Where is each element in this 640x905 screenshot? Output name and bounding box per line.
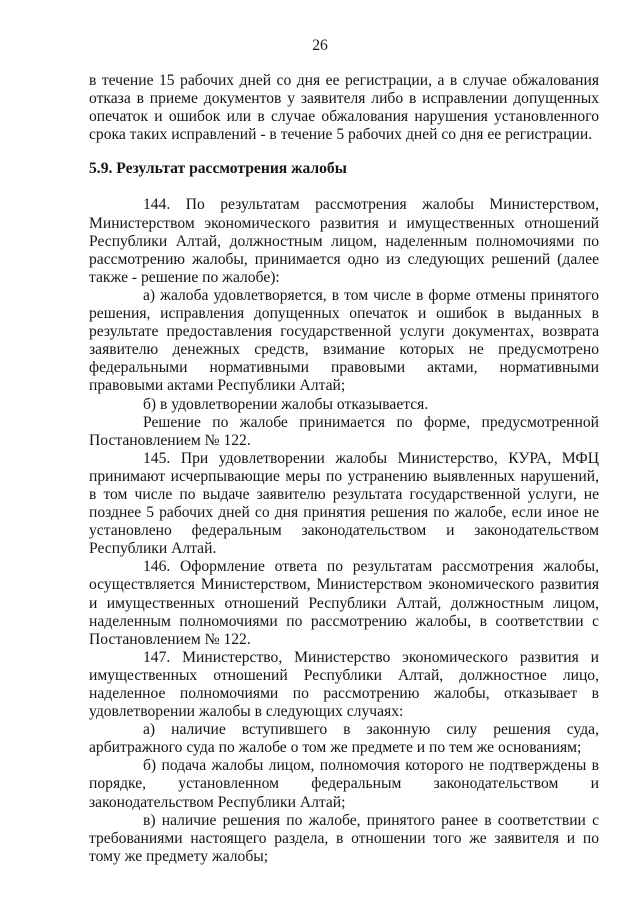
paragraph-144-a: а) жалоба удовлетворяется, в том числе в форме отмены принятого решения, исправления допущенных опечаток и ошибок в выданных в результате предоставления государственной услуги документах, возврата заявителю денежных средств, взимание которых не предусмотрено федеральными нормативными правовыми актами, нормативными правовыми актами Республики Алтай; <box>89 286 599 395</box>
paragraph-145: 145. При удовлетворении жалобы Министерство, КУРА, МФЦ принимают исчерпывающие меры по устранению выявленных нарушений, в том числе по выдаче заявителю результата государственной услуги, не позднее 5 рабочих дней со дня принятия решения по жалобе, если иное не установлено федеральным законодательством и законодательством Республики Алтай. <box>89 449 599 558</box>
section-heading: 5.9. Результат рассмотрения жалобы <box>89 160 347 178</box>
paragraph-147-v: в) наличие решения по жалобе, принятого ранее в соответствии с требованиями настоящего раздела, в отношении того же заявителя и по тому же предмету жалобы; <box>89 811 599 865</box>
paragraph-146: 146. Оформление ответа по результатам рассмотрения жалобы, осуществляется Министерством, Министерством экономического развития и имущественных отношений Республики Алтай, должностным лицом, наделенным полномочиями по рассмотрению жалобы, в соответствии с Постановлением № 122. <box>89 558 599 648</box>
paragraph-147-a: а) наличие вступившего в законную силу решения суда, арбитражного суда по жалобе о том же предмете и по тем же основаниям; <box>89 721 599 757</box>
paragraph-144: 144. По результатам рассмотрения жалобы Министерством, Министерством экономического развития и имущественных отношений Республики Алтай, должностным лицом, наделенным полномочиями по рассмотрению жалобы, принимается одно из следующих решений (далее также - решение по жалобе): <box>89 196 599 286</box>
paragraph-continuation: в течение 15 рабочих дней со дня ее регистрации, а в случае обжалования отказа в приеме документов у заявителя либо в исправлении допущенных опечаток и ошибок или в случае обжалования нарушения установленного срока таких исправлений - в течение 5 рабочих дней со дня ее регистрации. <box>89 72 599 144</box>
paragraph-147: 147. Министерство, Министерство экономического развития и имущественных отношений Республики Алтай, должностное лицо, наделенное полномочиями по рассмотрению жалобы, отказывает в удовлетворении жалобы в следующих случаях: <box>89 648 599 721</box>
page-number: 26 <box>312 37 328 54</box>
document-body <box>89 72 599 866</box>
paragraph-147-b: б) подача жалобы лицом, полномочия которого не подтверждены в порядке, установленном федеральным законодательством и законодательством Республики Алтай; <box>89 757 599 811</box>
paragraph-decision-form: Решение по жалобе принимается по форме, предусмотренной Постановлением № 122. <box>89 413 599 449</box>
paragraph-144-b: б) в удовлетворении жалобы отказывается. <box>143 395 429 413</box>
